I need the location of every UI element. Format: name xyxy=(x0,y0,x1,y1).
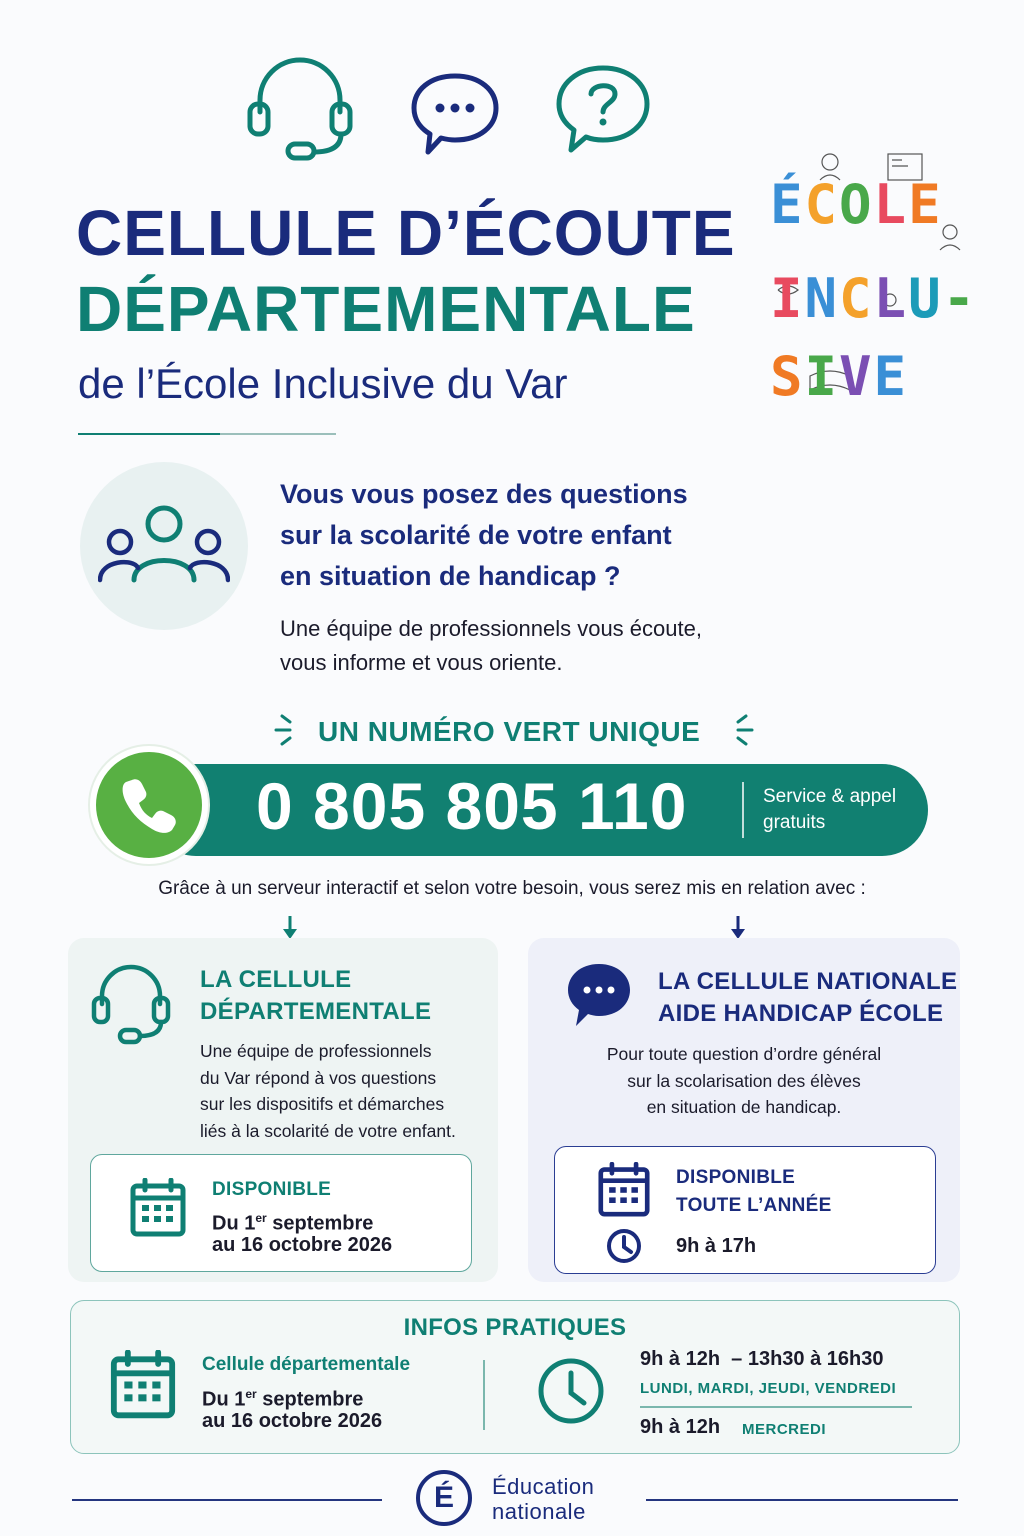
intro-text xyxy=(280,612,702,680)
people-icon-circle xyxy=(80,462,248,630)
logo-letter: L xyxy=(873,267,909,330)
card-left-body-line: sur les dispositifs et démarches xyxy=(200,1094,445,1114)
spark-left-icon xyxy=(272,712,300,748)
hotline-label: UN NUMÉRO VERT UNIQUE xyxy=(318,716,701,747)
card-left-body xyxy=(200,1038,456,1144)
footer-brand xyxy=(492,1474,594,1524)
chat-bubble-icon xyxy=(566,962,632,1028)
logo-letter: V xyxy=(839,345,874,408)
title-underline xyxy=(78,433,336,435)
phone-note xyxy=(763,784,923,836)
logo-letter: - xyxy=(942,267,978,330)
logo-letter: E xyxy=(908,173,943,236)
phone-separator xyxy=(742,782,744,838)
logo-line-3 xyxy=(770,346,908,408)
card-left-body-line: liés à la scolarité de votre enfant. xyxy=(200,1120,456,1141)
calendar-icon xyxy=(110,1350,176,1420)
footer-line-right xyxy=(646,1499,958,1501)
calendar-icon xyxy=(130,1178,186,1238)
logo-letter: S xyxy=(770,345,805,408)
infos-hours-divider xyxy=(640,1406,912,1408)
date-text: septembre xyxy=(266,1212,374,1235)
card-left-title-line: LA CELLULE xyxy=(200,966,352,993)
ecole-inclusive-logo xyxy=(740,140,978,420)
logo-letter: É xyxy=(770,173,805,236)
availability-head-line: TOUTE L’ANNÉE xyxy=(676,1195,832,1216)
logo-letter: O xyxy=(839,173,874,236)
card-right-title xyxy=(658,966,957,1030)
infos-hours-main: 9h à 12h – 13h30 à 16h30 xyxy=(640,1348,884,1370)
availability-head-line: DISPONIBLE xyxy=(676,1167,796,1188)
footer-line-left xyxy=(72,1499,382,1501)
headset-icon xyxy=(244,52,356,164)
spark-right-icon xyxy=(728,712,756,748)
logo-letter: U xyxy=(908,267,943,330)
date-text: Du 1 xyxy=(212,1212,256,1235)
logo-letter: I xyxy=(770,267,805,330)
phone-note-line: Service & appel xyxy=(763,786,897,807)
infos-date-end: au 16 octobre 2026 xyxy=(202,1410,383,1432)
date-text: septembre xyxy=(256,1388,364,1411)
logo-letter: C xyxy=(804,173,840,236)
page-title-line2: DÉPARTEMENTALE xyxy=(76,273,696,345)
card-right-body xyxy=(528,1041,960,1121)
infos-separator xyxy=(483,1360,485,1430)
footer-brand-line: nationale xyxy=(492,1499,586,1524)
logo-line-2 xyxy=(770,268,977,330)
date-text: Du 1 xyxy=(202,1388,246,1411)
date-sup: er xyxy=(255,1211,267,1225)
availability-hours: 9h à 17h xyxy=(676,1235,757,1257)
clock-icon xyxy=(606,1228,642,1264)
infos-hours-wed: 9h à 12h xyxy=(640,1416,721,1438)
page-title: CELLULE D’ÉCOUTE xyxy=(76,197,736,269)
intro-question-line: en situation de handicap ? xyxy=(280,561,621,591)
intro-text-line: Une équipe de professionnels vous écoute, xyxy=(280,616,702,641)
phone-icon xyxy=(118,774,180,836)
infos-title: INFOS PRATIQUES xyxy=(403,1314,627,1341)
group-icon xyxy=(98,502,230,588)
card-left-body-line: Une équipe de professionnels xyxy=(200,1041,432,1061)
logo-letter: I xyxy=(804,345,840,408)
page-subtitle: de l’École Inclusive du Var xyxy=(78,360,568,407)
intro-question-line: sur la scolarité de votre enfant xyxy=(280,520,672,550)
relation-text: Grâce à un serveur interactif et selon votre besoin, vous serez mis en relation avec : xyxy=(158,878,866,899)
footer-brand-line: Éducation xyxy=(492,1474,595,1499)
infos-day-wed: MERCREDI xyxy=(742,1421,827,1438)
card-left-title-line: DÉPARTEMENTALE xyxy=(200,998,432,1025)
intro-question xyxy=(280,474,688,597)
availability-head xyxy=(676,1164,832,1220)
availability-head: DISPONIBLE xyxy=(212,1179,332,1200)
clock-icon xyxy=(536,1356,606,1426)
infos-left-label: Cellule départementale xyxy=(202,1354,411,1375)
emblem-letter: É xyxy=(433,1481,454,1514)
headset-icon xyxy=(90,960,172,1050)
intro-text-line: vous informe et vous oriente. xyxy=(280,650,563,675)
logo-line-1 xyxy=(770,174,943,236)
date-sup: er xyxy=(245,1387,257,1401)
phone-number[interactable]: 0 805 805 110 xyxy=(256,769,688,843)
card-right-title-line: AIDE HANDICAP ÉCOLE xyxy=(658,1000,944,1027)
card-right-body-line: Pour toute question d’ordre général xyxy=(606,1044,882,1064)
logo-letter: L xyxy=(873,173,909,236)
education-nationale-emblem xyxy=(416,1470,472,1526)
availability-date-end: au 16 octobre 2026 xyxy=(212,1234,393,1256)
chat-bubble-icon xyxy=(410,72,500,158)
card-right-body-line: en situation de handicap. xyxy=(646,1097,842,1117)
card-left-title xyxy=(200,964,431,1028)
card-right-title-line: LA CELLULE NATIONALE xyxy=(658,968,958,995)
question-bubble-icon xyxy=(555,64,651,154)
infos-days-main: LUNDI, MARDI, JEUDI, VENDREDI xyxy=(640,1380,897,1397)
phone-icon-circle xyxy=(90,746,208,864)
calendar-icon xyxy=(598,1162,650,1218)
card-right-body-line: sur la scolarisation des élèves xyxy=(627,1070,861,1091)
logo-letter: E xyxy=(873,345,909,408)
card-left-body-line: du Var répond à vos questions xyxy=(200,1067,437,1088)
intro-question-line: Vous vous posez des questions xyxy=(280,479,688,509)
logo-letter: N xyxy=(804,267,840,330)
phone-note-line: gratuits xyxy=(763,812,826,833)
logo-letter: C xyxy=(839,267,874,330)
